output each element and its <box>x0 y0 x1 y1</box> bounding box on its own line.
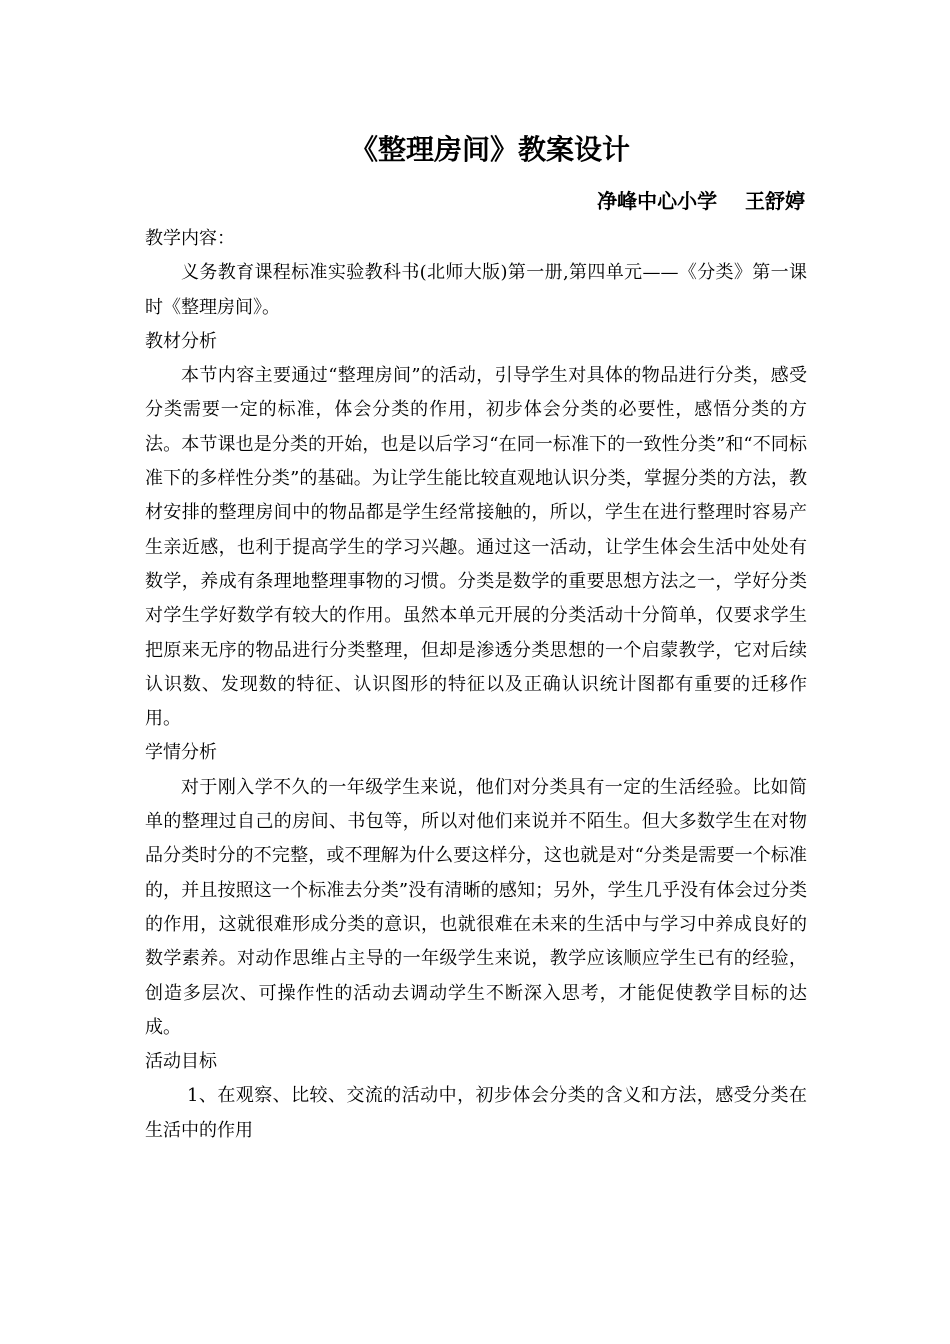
section-text-goal: 1、在观察、比较、交流的活动中，初步体会分类的含义和方法，感受分类在生活中的作用 <box>145 1085 807 1141</box>
section-heading-content: 教学内容： <box>145 228 235 249</box>
document-title: 《整理房间》教案设计 <box>349 133 630 166</box>
section-heading-goal: 活动目标 <box>145 1051 217 1073</box>
section-text-content: 义务教育课程标准实验教科书(北师大版)第一册,第四单元——《分类》第一课时《整理房间》。 <box>145 262 807 318</box>
document-body <box>145 222 807 1148</box>
section-text-student: 对于刚入学不久的一年级学生来说，他们对分类具有一定的生活经验。比如简单的整理过自己的房间、书包等，所以对他们来说并不陌生。但大多数学生在对物品分类时分的不完整，或不理解为什么要这样分，这也就是对“分类是需要一个标准的，并且按照这一个标准去分类”没有清晰的感知；另外，学生几乎没有体会过分类的作用，这就很难形成分类的意识，也就很难在未来的生活中与学习中养成良好的数学素养。对动作思维占主导的一年级学生来说，教学应该顺应学生已有的经验，创造多层次、可操作性的活动去调动学生不断深入思考，才能促使教学目标的达成。 <box>145 776 807 1038</box>
author-line: 净峰中心小学 王舒婷 <box>597 189 805 213</box>
section-heading-student: 学情分析 <box>145 742 217 764</box>
section-text-material: 本节内容主要通过“整理房间”的活动，引导学生对具体的物品进行分类，感受分类需要一定的标准，体会分类的作用，初步体会分类的必要性，感悟分类的方法。本节课也是分类的开始，也是以后学习“在同一标准下的一致性分类”和“不同标准下的多样性分类”的基础。为让学生能比较直观地认识分类，掌握分类的方法，教材安排的整理房间中的物品都是学生经常接触的，所以，学生在进行整理时容易产生亲近感，也利于提高学生的学习兴趣。通过这一活动，让学生体会生活中处处有数学，养成有条理地整理事物的习惯。分类是数学的重要思想方法之一，学好分类对学生学好数学有较大的作用。虽然本单元开展的分类活动十分简单，仅要求学生把原来无序的物品进行分类整理，但却是渗透分类思想的一个启蒙教学，它对后续认识数、发现数的特征、认识图形的特征以及正确认识统计图都有重要的迁移作用。 <box>145 365 807 730</box>
section-heading-material: 教材分析 <box>145 330 217 352</box>
